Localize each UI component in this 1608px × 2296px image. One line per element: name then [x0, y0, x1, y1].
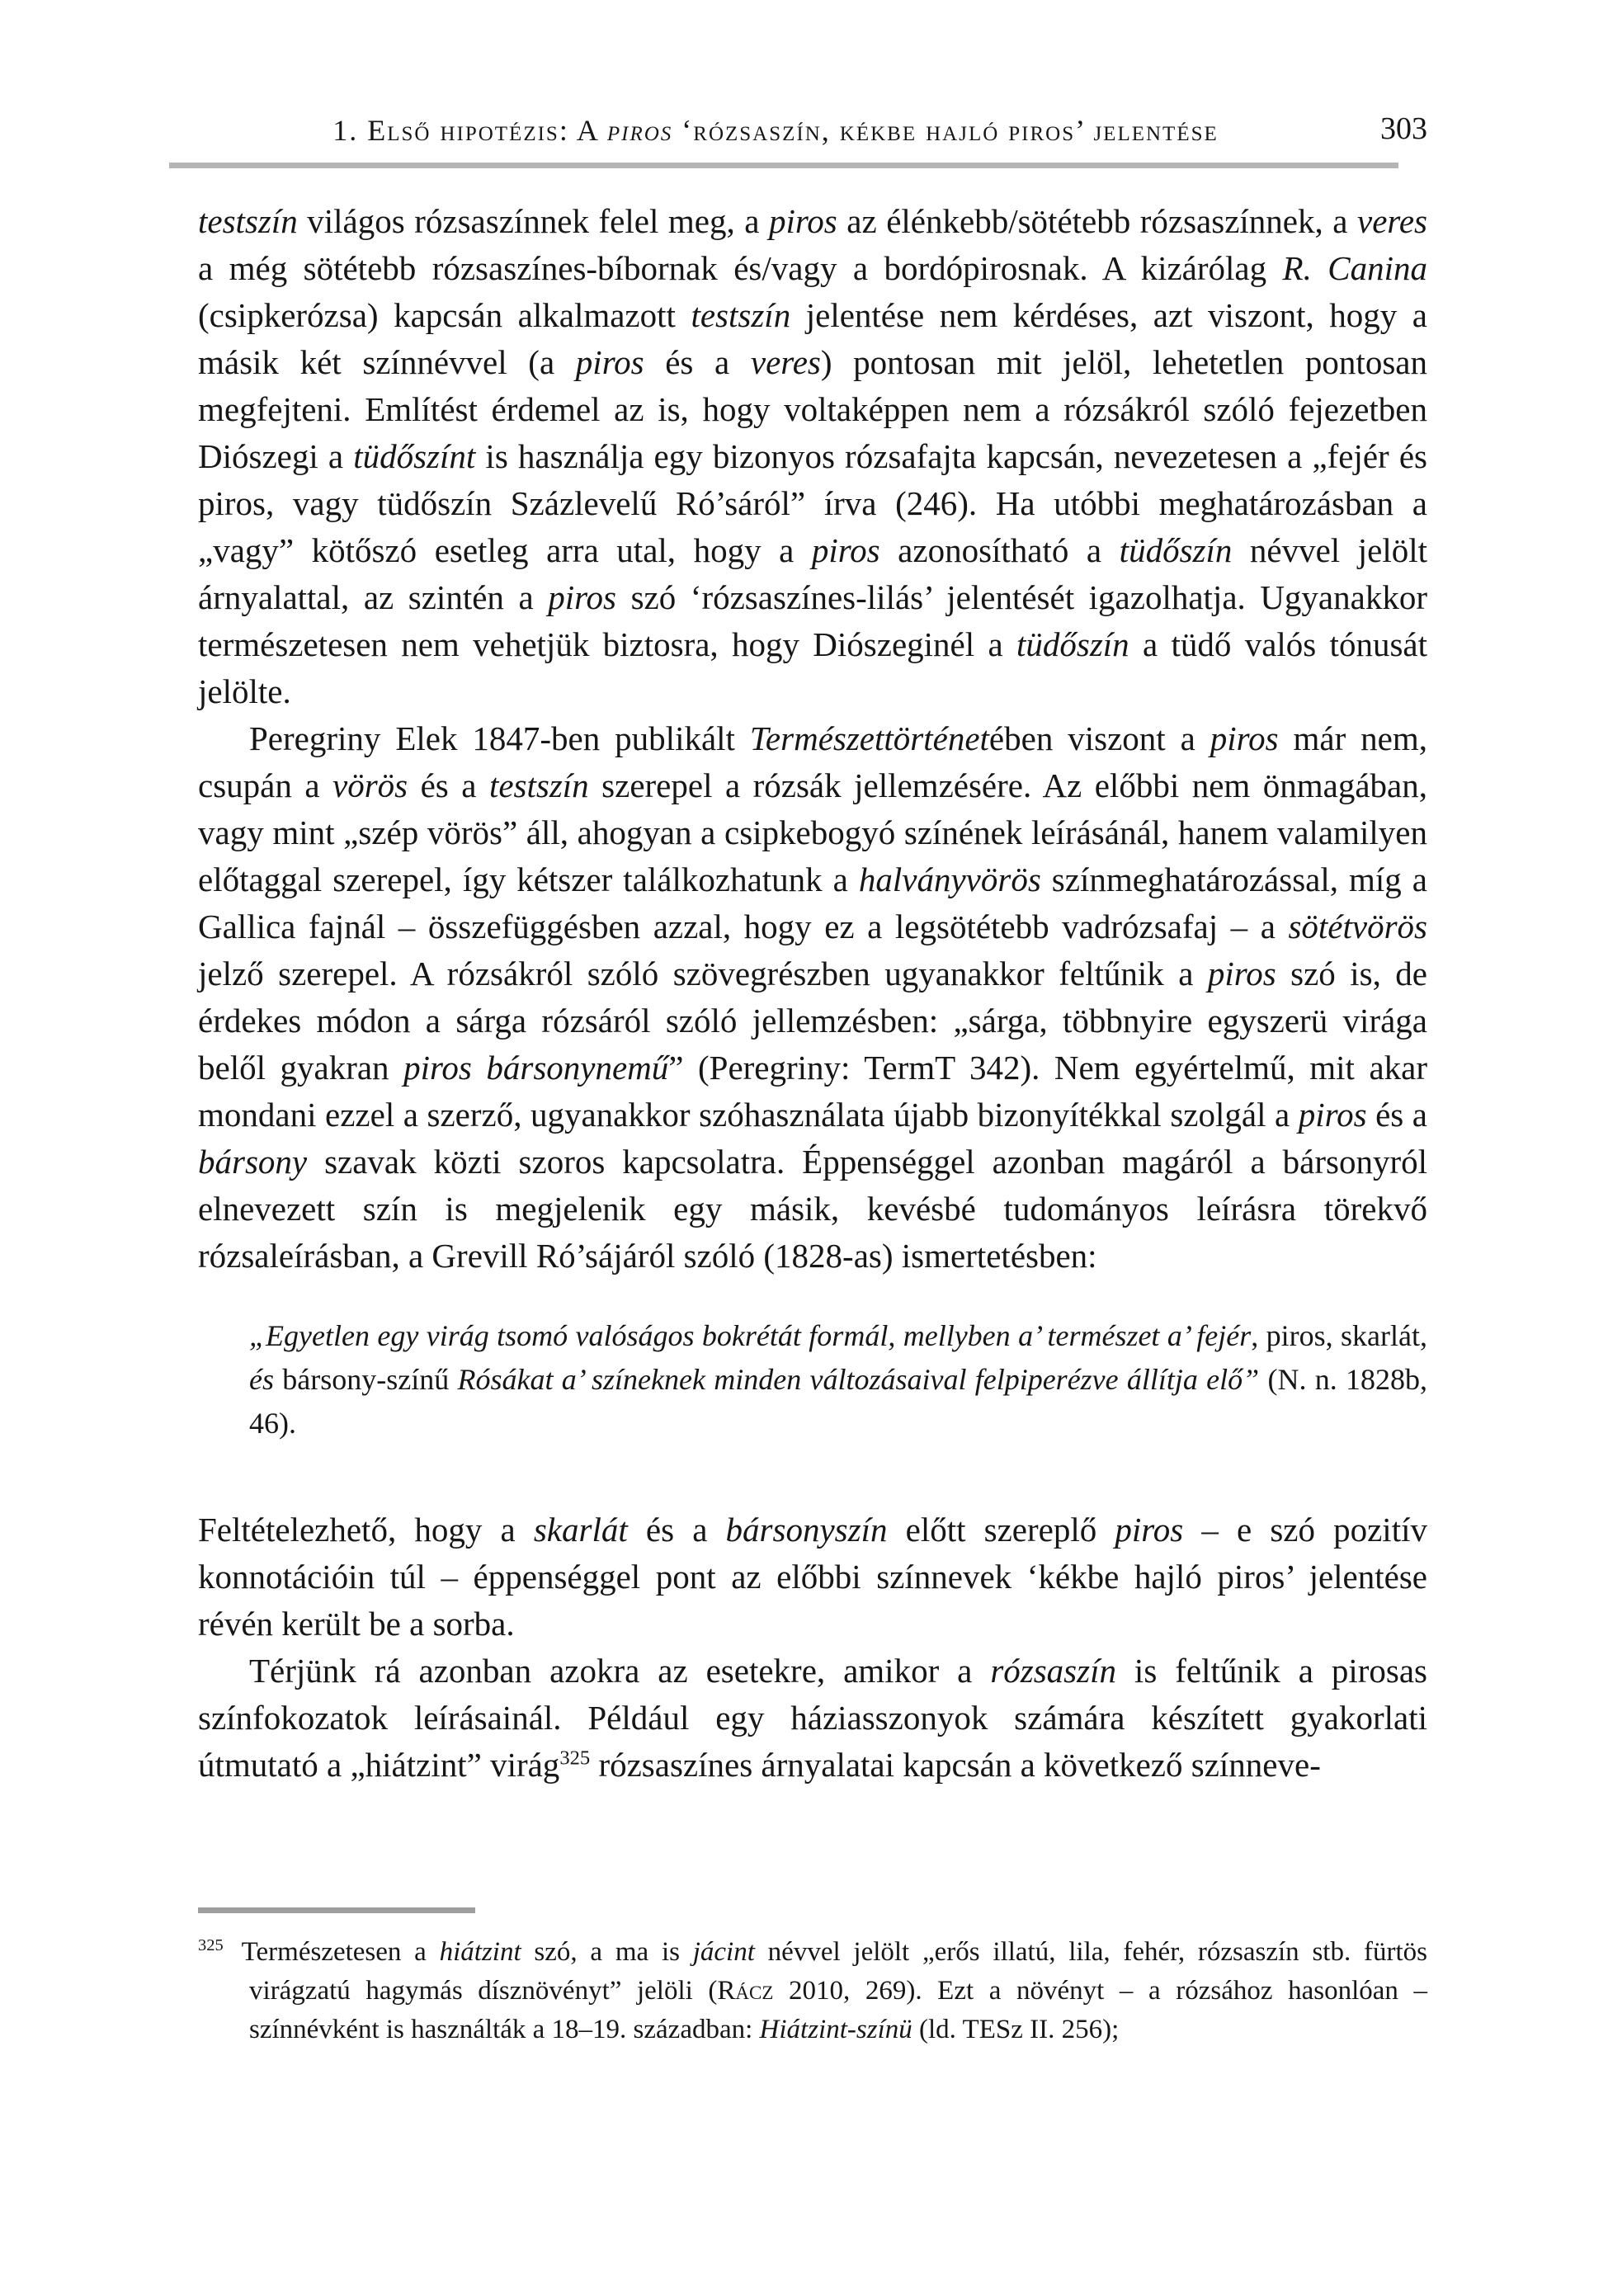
text-run: színmeghatározással, míg a Gallica fajnál – összefüggésben azzal, hogy ez a legsötétebb vadrózsafaj – a	[198, 860, 1427, 945]
text-run: és a	[627, 1511, 726, 1549]
text-run: bársony	[198, 1143, 308, 1181]
text-run: Rácz	[717, 1976, 774, 2006]
superscript-ref: 325	[559, 1747, 591, 1770]
text-run: ) pontosan mit jelöl, lehetetlen pontosan megfejteni. Említést érdemel az is, hogy voltaképpen nem a rózsákról szóló fejezetben Diószegi a	[198, 343, 1427, 475]
text-run: piros	[1207, 955, 1276, 992]
block-quote	[249, 1314, 1427, 1445]
page-number: 303	[1380, 111, 1427, 146]
text-run: piros	[811, 531, 880, 569]
text-run: Természetesen a	[241, 1937, 440, 1967]
text-run: névvel jelölt „erős illatú, lila, fehér, rózsaszín stb. fürtös virágzatú hagymás dísznövényt” jelöli (	[249, 1937, 1427, 2006]
text-run: piros	[548, 578, 617, 616]
text-run: piros	[1115, 1511, 1184, 1549]
running-head	[198, 112, 1353, 149]
footnote-325	[198, 1933, 1427, 2049]
footnote-marker: 325	[198, 1936, 224, 1954]
text-run: „Egyetlen egy virág tsomó valóságos bokrétát formál, mellyben a’ természet a’ fejér	[249, 1319, 1252, 1352]
footnote-section	[198, 1907, 1427, 2049]
footnote-rule	[198, 1907, 475, 1913]
text-run: Természettörténet	[749, 719, 989, 757]
text-run: tüdőszínt	[353, 437, 476, 475]
text-run: – e szó pozitív konnotációin túl – éppenséggel pont az előbbi színnevek ‘kékbe hajló piros’ jelentése révén került be a sorba.	[198, 1511, 1427, 1643]
text-run: veres	[750, 343, 821, 381]
text-run: (ld. TESz II. 256);	[912, 2015, 1120, 2044]
text-run: Peregriny Elek 1847-ben publikált	[249, 719, 750, 757]
text-run: már nem, csupán a	[198, 719, 1427, 804]
text-run: névvel jelölt árnyalattal, az szintén a	[198, 531, 1427, 616]
text-run: ében viszont a	[988, 719, 1210, 757]
text-run: (N. n. 1828b, 46).	[249, 1363, 1427, 1440]
page-body	[198, 198, 1427, 1789]
paragraph-1	[198, 198, 1427, 715]
text-run: testszín	[488, 766, 589, 804]
text-run: azonosítható a	[879, 531, 1120, 569]
text-run: hiátzint	[439, 1937, 521, 1967]
text-run: piros bársonynemű	[403, 1049, 669, 1087]
text-run: piros	[1298, 1096, 1367, 1134]
text-run: jelző szerepel. A rózsákról szóló szövegrészben ugyanakkor feltűnik a	[198, 955, 1208, 992]
header-rule	[169, 163, 1398, 168]
text-run: testszín	[691, 296, 791, 334]
text-run: ‘rózsaszín, kékbe hajló piros’ jelentése	[672, 114, 1219, 147]
text-run: (csipkerózsa) kapcsán alkalmazott	[198, 296, 691, 334]
text-run: Feltételezhető, hogy a	[198, 1511, 534, 1549]
text-run: , piros, skarlát,	[1251, 1319, 1427, 1352]
text-run: és a	[1366, 1096, 1427, 1134]
text-run: ” (Peregriny: TermT 342). Nem egyértelmű, mit akar mondani ezzel a szerző, ugyanakkor szóhasználata újabb bizonyítékkal szolgál a	[198, 1049, 1427, 1134]
text-run: Térjünk rá azonban azokra az esetekre, amikor a	[249, 1652, 991, 1690]
text-run: rózsaszín	[990, 1652, 1116, 1690]
text-run: jácint	[692, 1937, 755, 1967]
footnote-text	[242, 1937, 1427, 2044]
text-run: az élénkebb/sötétebb rózsaszínnek, a	[837, 202, 1358, 240]
paragraph-2	[198, 715, 1427, 1280]
text-run: vörös	[332, 766, 408, 804]
text-run: a még sötétebb rózsaszínes-bíbornak és/vagy a bordópirosnak. A kizárólag	[198, 249, 1283, 287]
text-run: tüdőszín	[1016, 625, 1129, 663]
text-run: előtt szereplő	[887, 1511, 1115, 1549]
text-run: piros	[768, 202, 837, 240]
text-run: testszín	[198, 202, 298, 240]
text-run: és a	[644, 343, 751, 381]
text-run: 2010, 269). Ezt a növényt – a rózsához hasonlóan – színnévként is használták a 18–19. században:	[249, 1976, 1427, 2044]
text-run: piros	[1210, 719, 1279, 757]
text-run: és a	[408, 766, 489, 804]
text-run: is használja egy bizonyos rózsafajta kapcsán, nevezetesen a „fejér és piros, vagy tüdőszín Százlevelű Ró’sáról” írva (246). Ha utóbbi meghatározásban a „vagy” kötőszó esetleg arra utal, hogy a	[198, 437, 1427, 569]
text-run: a tüdő valós tónusát jelölte.	[198, 625, 1427, 710]
text-run: is feltűnik a pirosas színfokozatok leírásainál. Például egy háziasszonyok számára készített gyakorlati útmutató a „hiátzint” virág	[198, 1652, 1427, 1784]
text-run: skarlát	[533, 1511, 628, 1549]
text-run: szó, a ma is	[521, 1937, 693, 1967]
text-run: veres	[1357, 202, 1427, 240]
text-run: szavak közti szoros kapcsolatra. Éppenséggel azonban magáról a bársonyról elnevezett szín is megjelenik egy másik, kevésbé tudományos leírásra törekvő rózsaleírásban, a Grevill Ró’sájáról szóló (1828-as) ismertetésben:	[198, 1143, 1427, 1275]
paragraph-4	[198, 1648, 1427, 1789]
text-run: szó is, de érdekes módon a sárga rózsáról szóló jellemzésben: „sárga, többnyire egyszerü virága belől gyakran	[198, 955, 1427, 1087]
text-run: R. Canina	[1282, 249, 1427, 287]
text-run: rózsaszínes árnyalatai kapcsán a következő színneve-	[590, 1746, 1321, 1784]
text-run: bársony-színű	[274, 1363, 458, 1396]
paragraph-3	[198, 1506, 1427, 1648]
text-run: Rósákat a’ színeknek minden változásaival felpiperézve állítja elő”	[457, 1363, 1260, 1396]
text-run: tüdőszín	[1119, 531, 1233, 569]
text-run: Hiátzint-színü	[759, 2015, 912, 2044]
text-run: piros	[606, 114, 673, 147]
text-run: szó ‘rózsaszínes-lilás’ jelentését igazolhatja. Ugyanakkor természetesen nem vehetjük biztosra, hogy Diószeginél a	[198, 578, 1427, 663]
text-run: 1. Első hipotézis: A	[332, 114, 607, 147]
text-run: szerepel a rózsák jellemzésére. Az előbbi nem önmagában, vagy mint „szép vörös” áll, ahogyan a csipkebogyó színének leírásánál, hanem valamilyen előtaggal szerepel, így kétszer találkozhatunk a	[198, 766, 1427, 898]
text-run: és	[249, 1363, 274, 1396]
text-run: piros	[575, 343, 644, 381]
text-run: világos rózsaszínnek felel meg, a	[297, 202, 769, 240]
text-run: bársonyszín	[725, 1511, 888, 1549]
text-run: sötétvörös	[1288, 908, 1427, 945]
text-run: halványvörös	[858, 860, 1041, 898]
text-run: jelentése nem kérdéses, azt viszont, hogy a másik két színnévvel (a	[198, 296, 1427, 381]
